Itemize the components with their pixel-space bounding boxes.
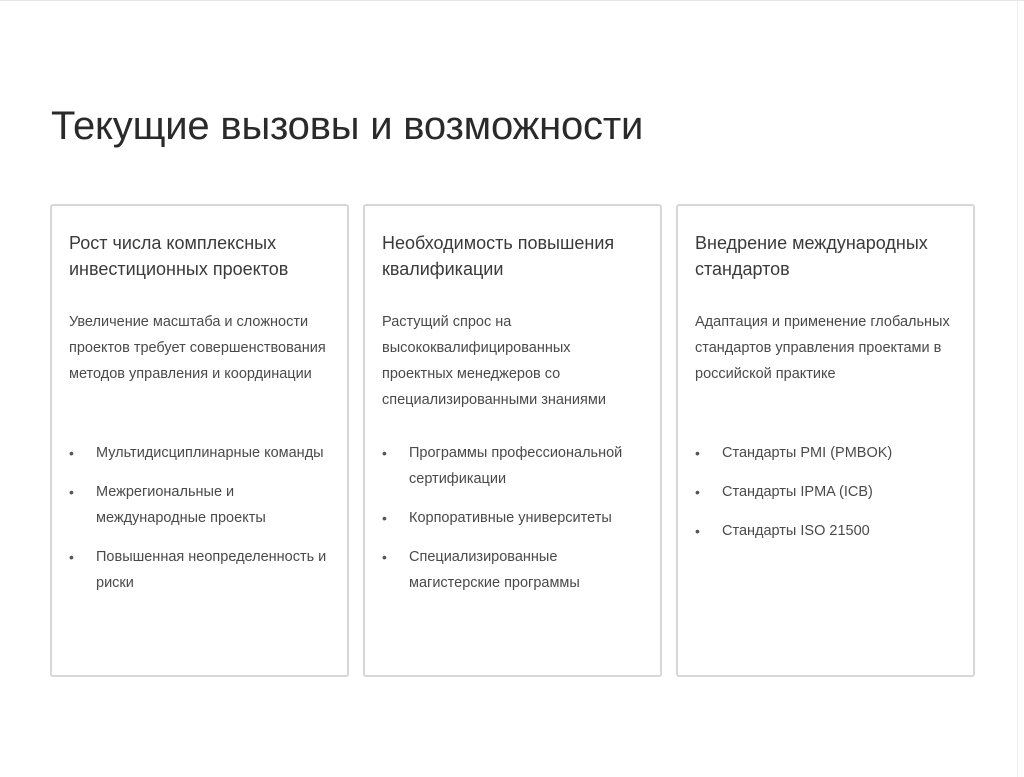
- card-description: Растущий спрос на высококвалифицированных проектных менеджеров со специализированными знаниями: [382, 314, 606, 408]
- list-item-text: Программы профессиональной сертификации: [409, 445, 623, 487]
- bullet-icon: •: [695, 445, 700, 461]
- bullet-icon: •: [382, 549, 387, 565]
- card-qualification: [363, 204, 662, 677]
- list-item-text: Корпоративные университеты: [409, 510, 612, 526]
- list-item-text: Стандарты PMI (PMBOK): [722, 445, 893, 461]
- bullet-list: [695, 440, 957, 544]
- list-item-text: Межрегиональные и международные проекты: [96, 484, 266, 526]
- list-item: [69, 544, 331, 596]
- list-item: [69, 440, 331, 466]
- bullet-icon: •: [69, 445, 74, 461]
- bullet-icon: •: [382, 510, 387, 526]
- list-item-text: Стандарты IPMA (ICB): [722, 484, 873, 500]
- list-item-text: Специализированные магистерские программы: [409, 549, 580, 591]
- bullet-icon: •: [695, 484, 700, 500]
- list-item: [382, 440, 644, 492]
- card-heading: Внедрение международных стандартов: [695, 233, 928, 279]
- slide-right-border: [1017, 0, 1018, 777]
- list-item: [695, 479, 957, 505]
- card-complex-projects: [50, 204, 349, 677]
- bullet-list: [382, 440, 644, 596]
- slide-top-border: [0, 0, 1024, 1]
- page-title: Текущие вызовы и возможности: [51, 104, 644, 148]
- card-international-standards: [676, 204, 975, 677]
- card-description: Увеличение масштаба и сложности проектов требует совершенствования методов управления и координации: [69, 314, 326, 382]
- bullet-icon: •: [382, 445, 387, 461]
- bullet-icon: •: [695, 523, 700, 539]
- list-item-text: Повышенная неопределенность и риски: [96, 549, 327, 591]
- bullet-icon: •: [69, 549, 74, 565]
- card-heading: Рост числа комплексных инвестиционных проектов: [69, 233, 289, 279]
- list-item: [69, 479, 331, 531]
- bullet-icon: •: [69, 484, 74, 500]
- list-item: [695, 518, 957, 544]
- list-item-text: Стандарты ISO 21500: [722, 523, 870, 539]
- bullet-list: [69, 440, 331, 596]
- list-item: [382, 544, 644, 596]
- list-item: [695, 440, 957, 466]
- list-item-text: Мультидисциплинарные команды: [96, 445, 324, 461]
- card-heading: Необходимость повышения квалификации: [382, 233, 615, 279]
- card-description: Адаптация и применение глобальных стандартов управления проектами в российской практике: [695, 314, 950, 382]
- list-item: [382, 505, 644, 531]
